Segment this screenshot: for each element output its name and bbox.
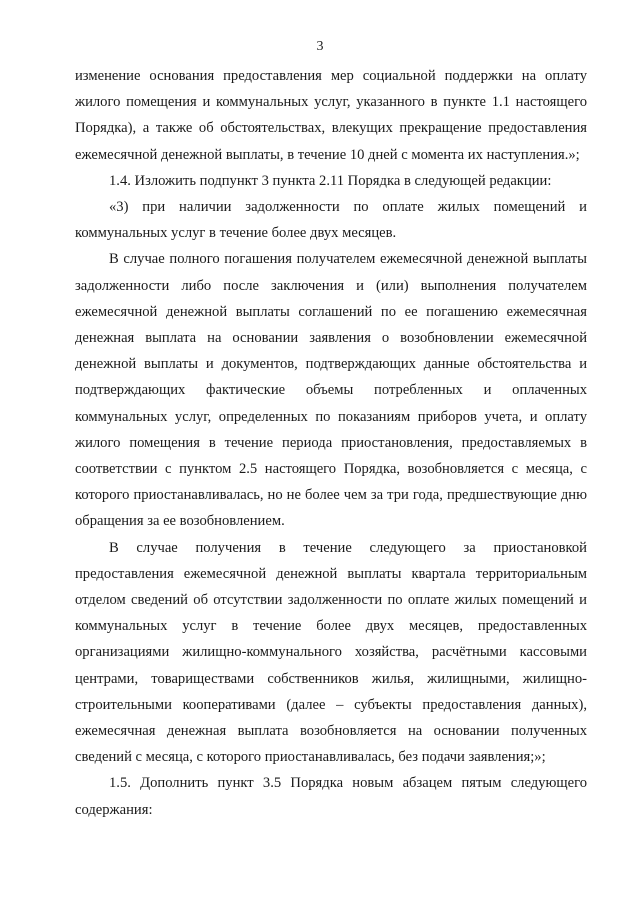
page-number: 3 xyxy=(316,39,324,54)
document-body xyxy=(75,63,587,823)
paragraph-no-debt-info: В случае получения в течение следующего за приостановкой предоставления ежемесячной денежной выплаты квартала территориальным отделом сведений об отсутствии задолженности по оплате жилых помещений и коммунальных услуг в течение более двух месяцев, предоставленных организациями жилищно-коммунального хозяйства, расчётными кассовыми центрами, товариществами собственников жилья, жилищными, жилищно-строительными кооперативами (далее – субъекты предоставления данных), ежемесячная денежная выплата возобновляется на основании полученных сведений с месяца, с которого приостанавливалась, без подачи заявления;»; xyxy=(75,539,587,766)
paragraph-continuation: изменение основания предоставления мер социальной поддержки на оплату жилого помещения и коммунальных услуг, указанного в пункте 1.1 настоящего Порядка), а также об обстоятельствах, влекущих прекращение предоставления ежемесячной денежной выплаты, в течение 10 дней с момента их наступления.»; xyxy=(75,68,587,163)
paragraph-item-1-4: 1.4. Изложить подпункт 3 пункта 2.11 Порядка в следующей редакции: xyxy=(109,172,552,189)
paragraph-item-1-5: 1.5. Дополнить пункт 3.5 Порядка новым абзацем пятым следующего содержания: xyxy=(75,775,587,818)
paragraph-debt-repayment: В случае полного погашения получателем ежемесячной денежной выплаты задолженности либо после заключения и (или) выполнения получателем ежемесячной денежной выплаты соглашений по ее погашению ежемесячная денежная выплата на основании заявления о возобновлении ежемесячной денежной выплаты и документов, подтверждающих данные обстоятельства и подтверждающих фактические объемы потребленных и оплаченных коммунальных услуг, определенных по показаниям приборов учета, и оплату жилого помещения в течение периода приостановления, предоставляемых в соответствии с пунктом 2.5 настоящего Порядка, возобновляется с месяца, с которого приостанавливалась, но не более чем за три года, предшествующие дню обращения за ее возобновлением. xyxy=(75,251,587,530)
paragraph-subitem-3: «3) при наличии задолженности по оплате жилых помещений и коммунальных услуг в течение более двух месяцев. xyxy=(75,199,587,242)
